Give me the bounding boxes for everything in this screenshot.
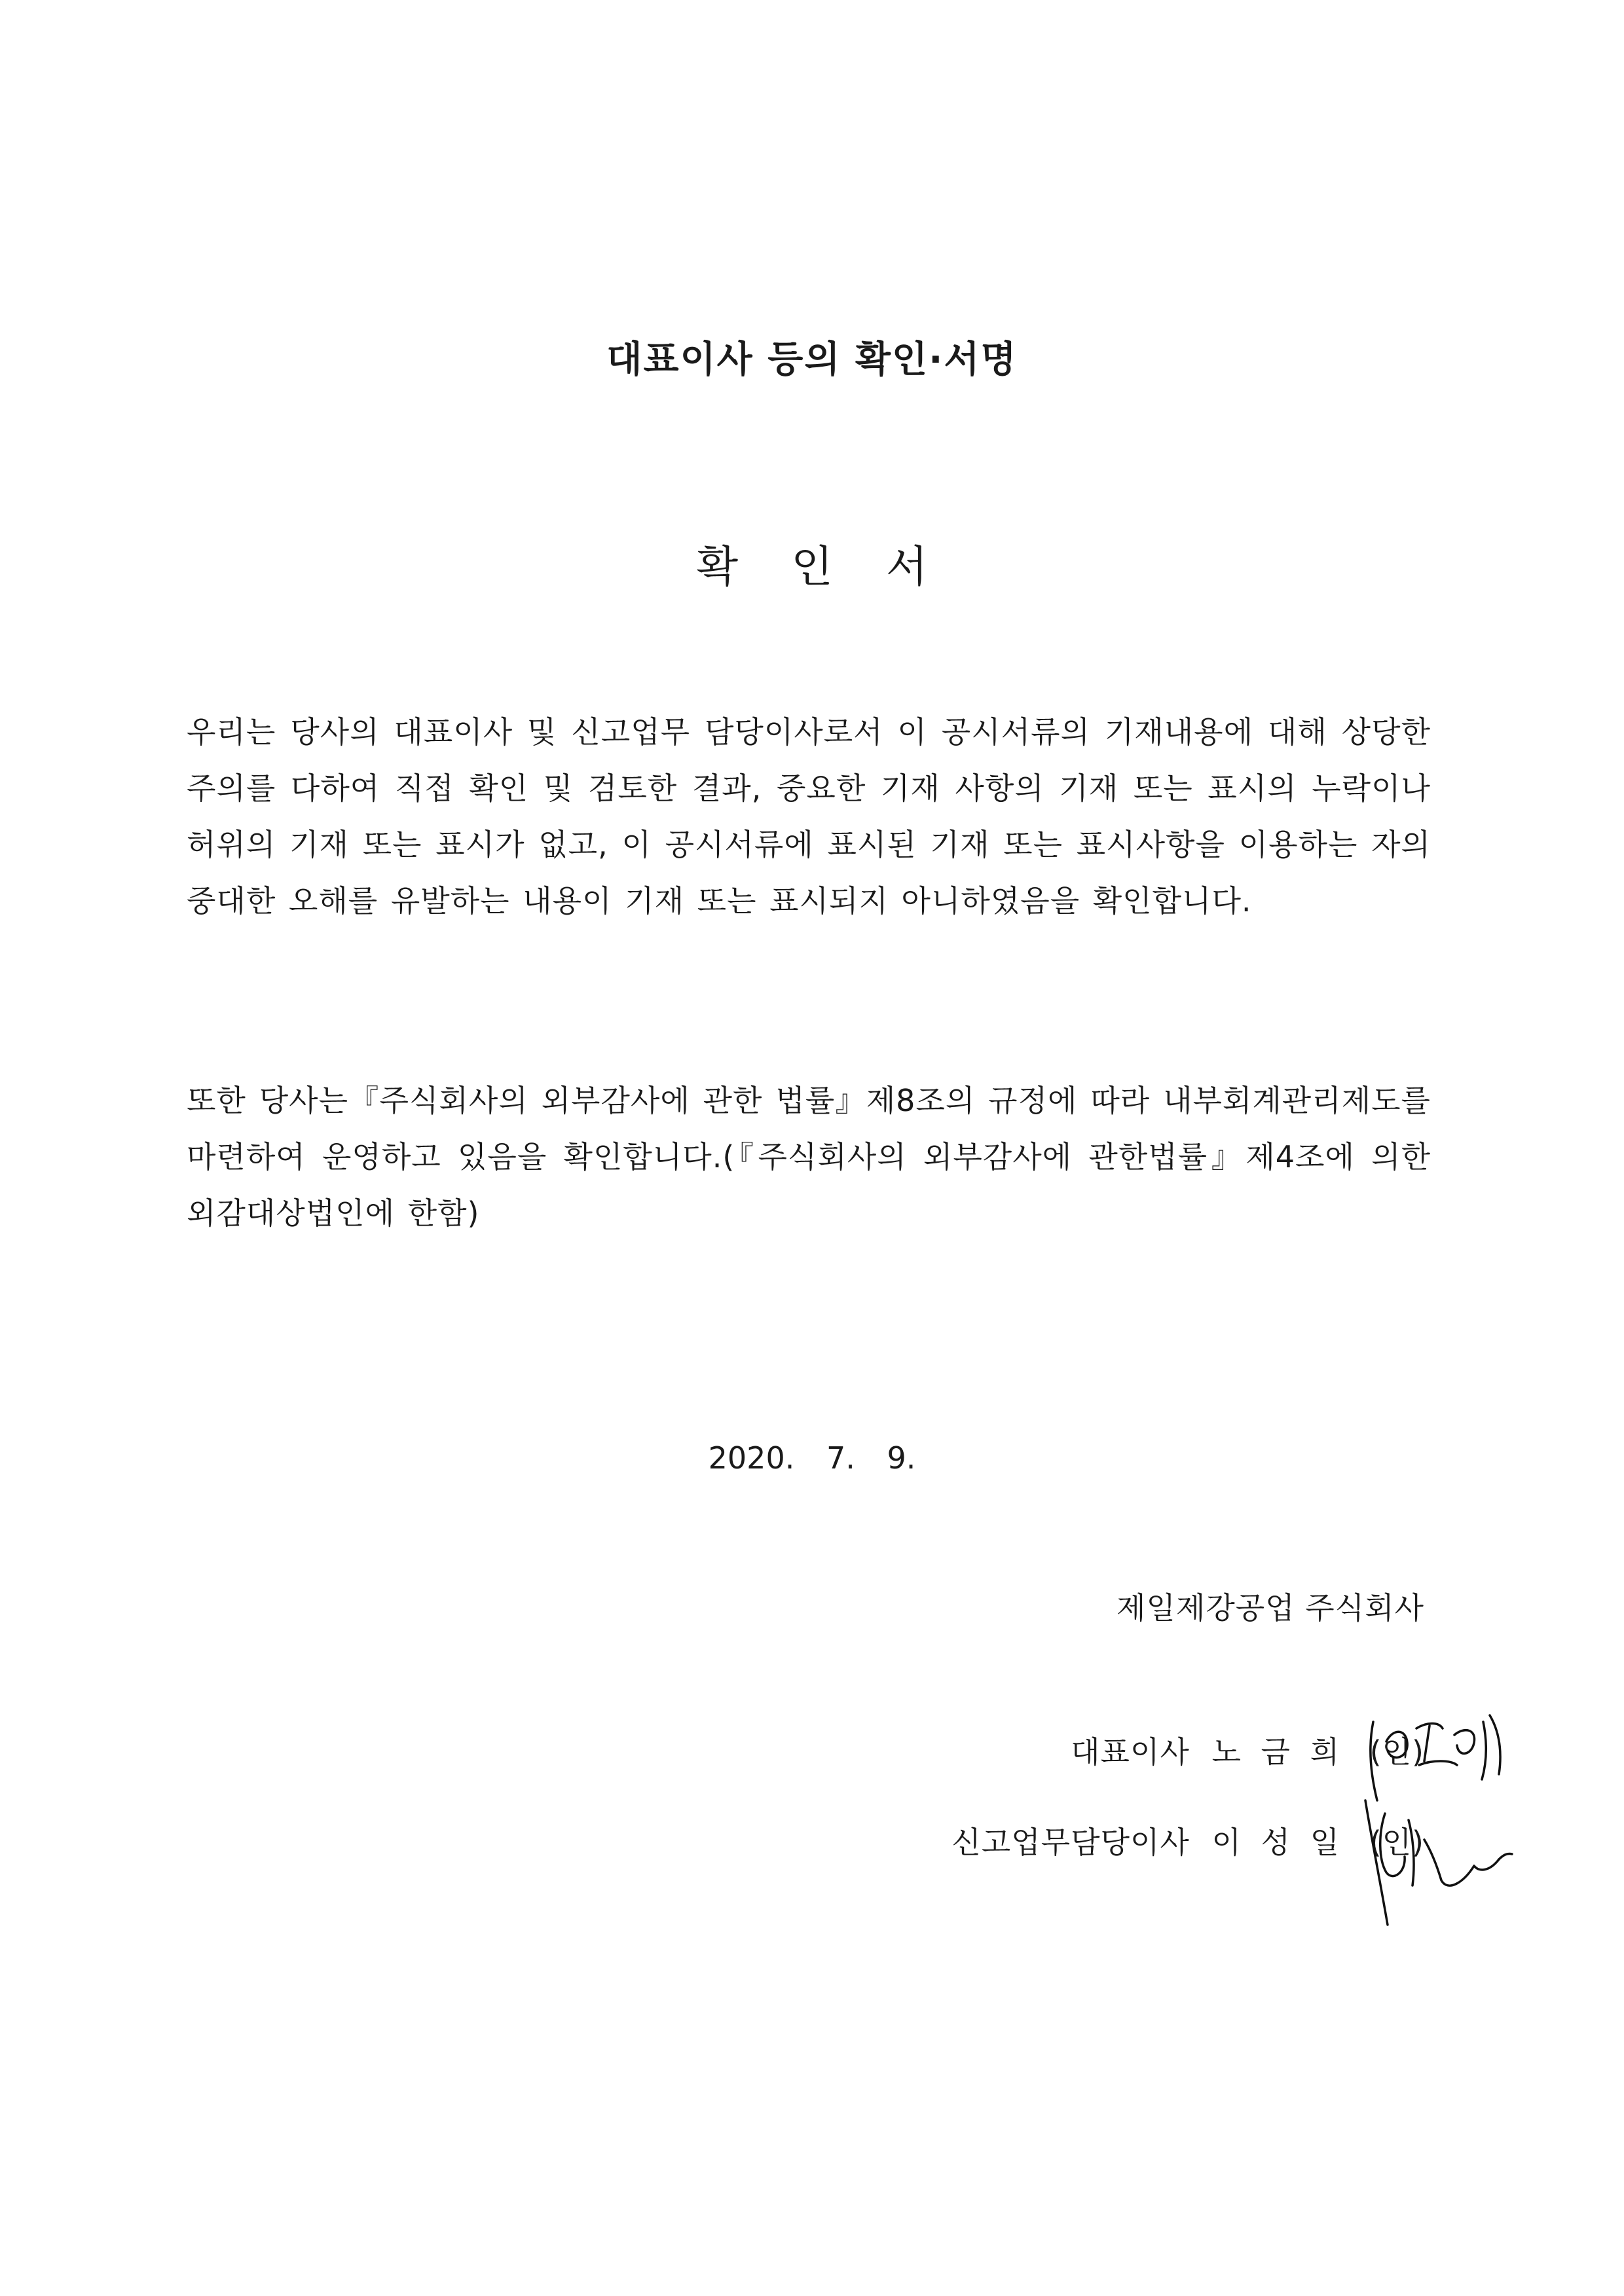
director-handwritten-signature — [1359, 1794, 1529, 1931]
company-name: 제일제강공업 주식회사 — [1116, 1590, 1424, 1626]
document-subtitle: 확 인 서 — [696, 541, 948, 592]
director-title: 신고업무담당이사 — [951, 1825, 1190, 1860]
internal-control-paragraph: 또한 당사는『주식회사의 외부감사에 관한 법률』제8조의 규정에 따라 내부회계관리제도를 마련하여 운영하고 있음을 확인합니다.(『주식회사의 외부감사에 관한법률』제4조에 의한 외감대상법인에 한함) — [187, 1083, 1431, 1231]
ceo-seal-mark: (인) — [1369, 1734, 1424, 1770]
document-date: 2020. 7. 9. — [708, 1440, 916, 1476]
disclosure-director-signature-line — [951, 1819, 1424, 1862]
director-name: 이 성 일 — [1211, 1825, 1340, 1860]
ceo-title: 대표이사 — [1071, 1734, 1190, 1770]
document-heading: 대표이사 등의 확인·서명 — [606, 338, 1018, 381]
ceo-name: 노 금 희 — [1211, 1734, 1340, 1770]
confirmation-paragraph: 우리는 당사의 대표이사 및 신고업무 담당이사로서 이 공시서류의 기재내용에 대해 상당한 주의를 다하여 직접 확인 및 검토한 결과, 중요한 기재 사항의 기재 또는 표시의 누락이나 허위의 기재 또는 표시가 없고, 이 공시서류에 표시된 기재 또는 표시사항을 이용하는 자의 중대한 오해를 유발하는 내용이 기재 또는 표시되지 아니하였음을 확인합니다. — [187, 714, 1431, 919]
ceo-signature-line — [1071, 1728, 1424, 1772]
director-seal-mark: (인) — [1369, 1825, 1424, 1860]
